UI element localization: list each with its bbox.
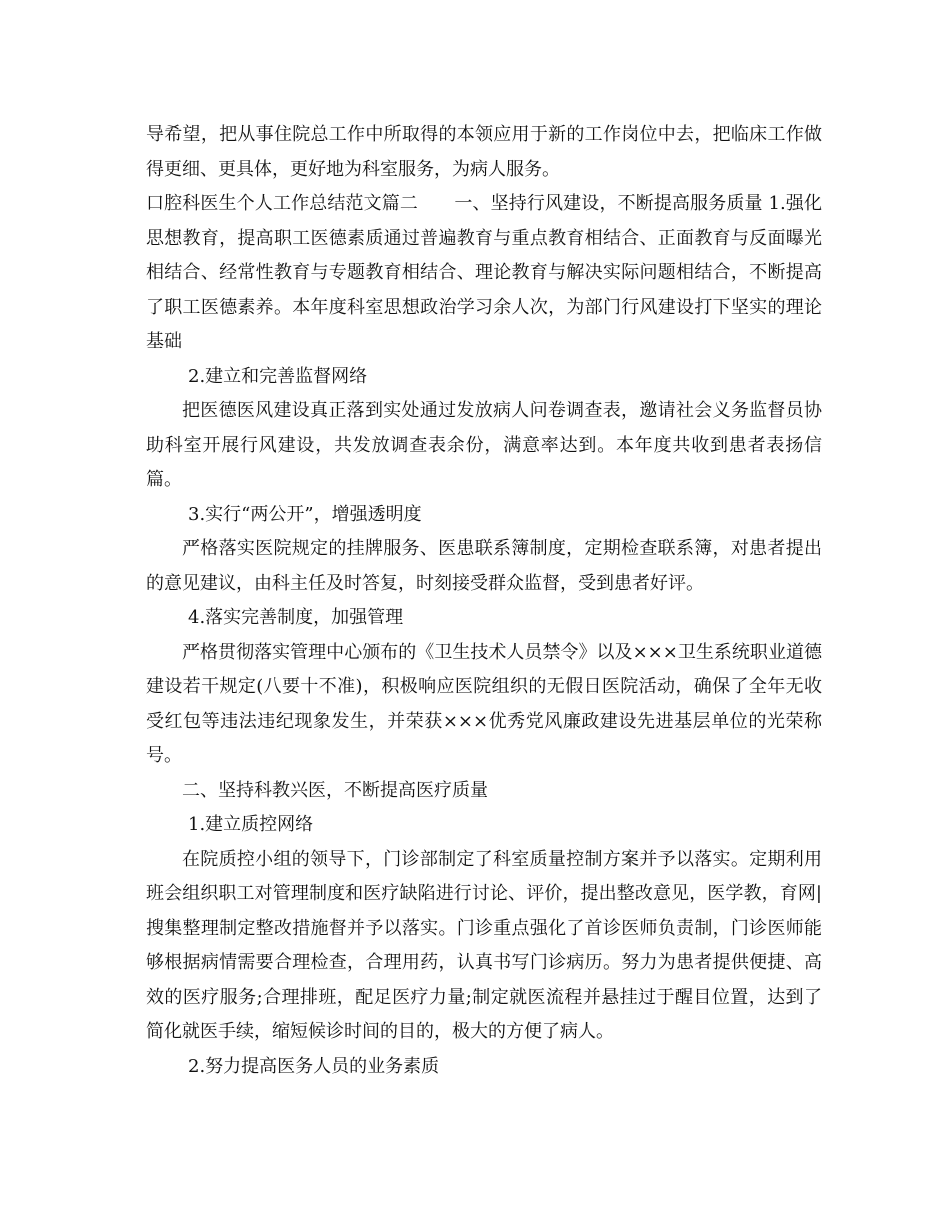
paragraph-two-publicities: 严格落实医院规定的挂牌服务、医患联系簿制度，定期检查联系簿，对患者提出的意见建议，由科主任及时答复，时刻接受群众监督，受到患者好评。 bbox=[146, 538, 822, 594]
paragraph-quality-control: 在院质控小组的领导下，门诊部制定了科室质量控制方案并予以落实。定期利用班会组织职工对管理制度和医疗缺陷进行讨论、评价，提出整改意见，医学教，育网|搜集整理制定整改措施督并予以落实。门诊重点强化了首诊医师负责制，门诊医师能够根据病情需要合理检查，合理用药，认真书写门诊病历。努力为患者提供便捷、高效的医疗服务;合理排班，配足医疗力量;制定就医流程并悬挂过于醒目位置，达到了简化就医手续，缩短候诊时间的目的，极大的方便了病人。 bbox=[146, 848, 822, 1042]
paragraph-section-one: 口腔科医生个人工作总结范文篇二 一、坚持行风建设，不断提高服务质量 1.强化思想教育，提高职工医德素质通过普遍教育与重点教育相结合、正面教育与反面曝光相结合、经常性教育与专题教育相结合、理论教育与解决实际问题相结合，不断提高了职工医德素养。本年度科室思想政治学习余人次，为部门行风建设打下坚实的理论基础 bbox=[146, 193, 822, 352]
subheading-staff-quality: 2.努力提高医务人员的业务素质 bbox=[188, 1055, 440, 1077]
subheading-improve-system: 4.落实完善制度，加强管理 bbox=[188, 607, 404, 628]
subheading-two-publicities: 3.实行“两公开”，增强透明度 bbox=[188, 503, 422, 525]
document-body bbox=[146, 118, 822, 1084]
paragraph-supervision-network: 把医德医风建设真正落到实处通过发放病人问卷调查表，邀请社会义务监督员协助科室开展行风建设，共发放调查表余份，满意率达到。本年度共收到患者表扬信篇。 bbox=[146, 400, 822, 490]
subheading-quality-control: 1.建立质控网络 bbox=[188, 814, 314, 835]
section-heading-two: 二、坚持科教兴医，不断提高医疗质量 bbox=[182, 779, 488, 801]
paragraph-intro-continuation: 导希望，把从事住院总工作中所取得的本领应用于新的工作岗位中去，把临床工作做得更细、更具体，更好地为科室服务，为病人服务。 bbox=[146, 124, 822, 180]
paragraph-improve-system: 严格贯彻落实管理中心颁布的《卫生技术人员禁令》以及×××卫生系统职业道德建设若干规定(八要十不准)，积极响应医院组织的无假日医院活动，确保了全年无收受红包等违法违纪现象发生，并荣获×××优秀党风廉政建设先进基层单位的光荣称号。 bbox=[146, 641, 822, 766]
subheading-supervision-network: 2.建立和完善监督网络 bbox=[188, 365, 368, 387]
